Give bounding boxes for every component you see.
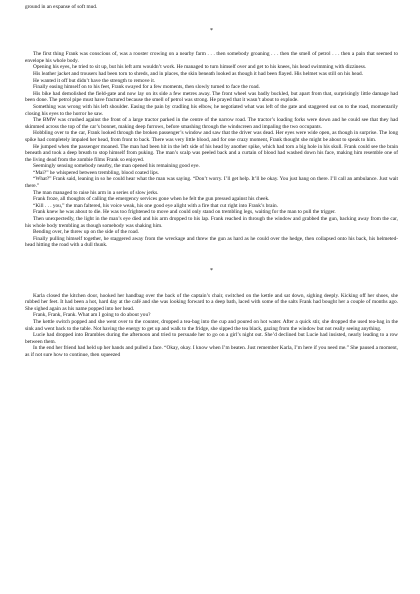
paragraph: Then unexpectedly, the light in the man’s eye died and his arm dropped to his lap. Frank reached in through the window and grabbed the gun, backing away from the car, his whole body trembling as though somebody was shaking him. [25, 216, 398, 229]
paragraph: The man managed to raise his arm in a series of slow jerks. [33, 189, 159, 196]
paragraph: The kettle switch popped and she went over to the counter, dropped a tea-bag into the cup and poured on hot water. After a quick stir, she dropped the used tea-bag in the sink and went back to the table. Not having the energy to get up and walk to the fridge, she sipped the tea black, gazing from the window but not really seeing anything. [25, 318, 398, 332]
paragraph: “What?” Frank said, leaning in so he could hear what the man was saying. “Don’t worry. I’ll get help. It’ll be okay. You just hang on there. I’ll call an ambulance. Just wait there.” [25, 176, 398, 190]
paragraph: Something was wrong with his left shoulder. Easing the pain by cradling his elbow, he negotiated what was left of the gate and staggered out on to the road, momentarily closing his eyes to the horror he saw. [25, 103, 398, 117]
paragraph: His bike had demolished the field-gate and now lay on its side a few metres away. The front wheel was badly buckled, but apart from that, surprisingly little damage had been done. The petrol pipe must have fractured because the smell of petrol was strong. He prayed that it wasn’t about to explode. [25, 90, 398, 104]
paragraph: Karla closed the kitchen door, hooked her handbag over the back of the captain’s chair, switched on the kettle and sat down, sighing deeply. Kicking off her shoes, she rubbed her feet. It had been a hot, hard day at the café and she was looking forward to a deep bath, laced with some of the salts Frank had bought her a couple of months ago. She sighed again as his name popped into her head. [25, 292, 398, 312]
paragraph: Bending over, he threw up on the side of the road. [33, 229, 139, 236]
scene-separator: * [210, 27, 213, 34]
paragraph: Frank, Frank, Frank. What am I going to do about you? [33, 312, 151, 319]
opening-line: ground in an expanse of soft mud. [25, 4, 98, 10]
scene-separator: * [210, 268, 213, 274]
paragraph: Frank froze, all thoughts of calling the emergency services gone when he felt the gun pressed against his cheek. [33, 196, 270, 203]
paragraph: “Mai?” he whispered between trembling, blood coated lips. [33, 169, 160, 176]
section-frank [25, 51, 398, 249]
paragraph: The BMW was crushed against the front of a large tractor parked in the centre of the narrow road. The tractor’s loading forks were down and he could see that they had skimmed across the top of the car’s bonnet, making deep furrows, before smashing through the windscreen and impaling the two occupants. [25, 117, 398, 130]
paragraph: He wanted it off but didn’t have the strength to remove it. [33, 77, 156, 84]
paragraph: Seemingly sensing somebody nearby, the man opened his remaining good eye. [33, 163, 200, 170]
paragraph: Lucie had dropped into Brambles during the afternoon and tried to persuade her to go on a girl’s night out. She’d declined but Lucie had insisted, nearly leading to a row between them. [25, 332, 398, 345]
paragraph: Frank knew he was about to die. He was too frightened to move and could only stand on trembling legs, waiting for the man to pull the trigger. [33, 209, 336, 216]
paragraph: His leather jacket and trousers had been torn to shreds, and in places, the skin beneath looked as though it had been flayed. His helmet was still on his head. [33, 70, 363, 77]
paragraph: He jumped when the passenger moaned. The man had been hit in the left side of his head by another spike, which had torn a big hole in his skull. Frank could see the brain beneath and took a deep breath to stop himself from puking. The man’s scalp was peeled back and a curtain of blood had washed down his face, making him resemble one of the living dead from the zombie films Frank so enjoyed. [25, 143, 398, 163]
paragraph: Finally pulling himself together, he staggered away from the wreckage and threw the gun as hard as he could over the hedge, then collapsed onto his back, his helmeted-head hitting the road with a dull thunk. [25, 235, 398, 249]
paragraph: The first thing Frank was conscious of, was a rooster crowing on a nearby farm . . . then somebody groaning . . . then the smell of petrol . . . then a pain that seemed to envelope his whole body. [25, 51, 398, 64]
section-karla [25, 293, 398, 359]
paragraph: “Kill . . . you,” the man faltered, his voice weak, his one good eye alight with a fire that cut right into Frank’s brain. [33, 202, 278, 209]
paragraph: In the end her friend had held up her hands and pulled a face. “Okay, okay. I know when I’m beaten. Just remember Karla, I’m here if you need me.” She paused a moment, as if not sure how to continue, then squeezed [25, 345, 398, 358]
paragraph: Opening his eyes, he tried to sit up, but his left arm wouldn’t work. He managed to turn himself over and get to his knees, his head swimming with dizziness. [33, 64, 367, 71]
paragraph: Finally easing himself on to his feet, Frank swayed for a few moments, then slowly turned to face the road. [33, 84, 260, 91]
paragraph: Hobbling over to the car, Frank looked through the broken passenger’s window and saw that the driver was dead. Her eyes were wide open, as though in surprise. The long spike had completely impaled her head, from front to back. There was very little blood, and for one crazy moment, Frank thought she might be about to speak to him. [25, 130, 398, 143]
